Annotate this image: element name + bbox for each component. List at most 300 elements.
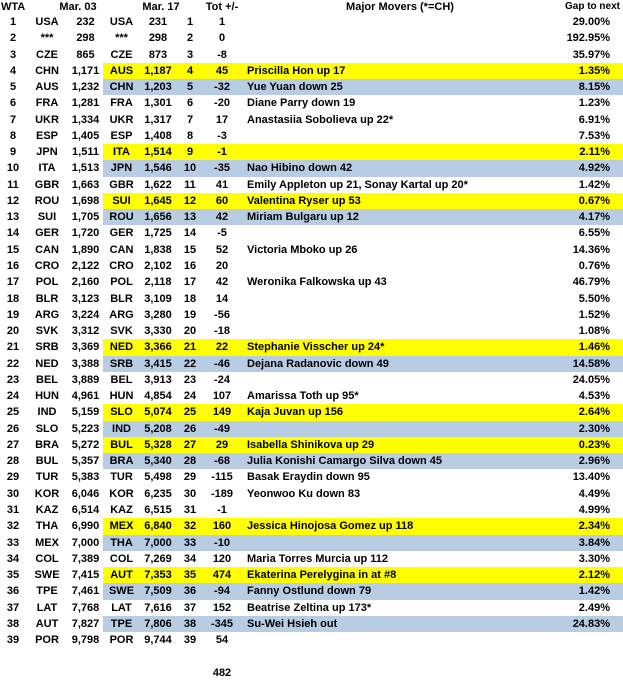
gap-to-next-cell: 1.35%	[540, 63, 623, 79]
mar17-points-cell: 1,645	[140, 193, 176, 209]
tot-rank-cell: 6	[186, 97, 194, 110]
mar03-country-cell: MEX	[35, 536, 59, 549]
mar03-country-cell: BRA	[35, 438, 59, 451]
plus-minus-cell: -49	[204, 421, 240, 437]
rank-cell: 29	[6, 471, 20, 484]
major-mover-cell	[240, 225, 540, 241]
mar03-points-cell: 1,890	[71, 243, 100, 256]
gap-to-next-cell: 4.49%	[578, 487, 610, 500]
header-gap-to-next: Gap to next	[564, 1, 620, 12]
mar17-points-cell: 1,301	[144, 97, 172, 110]
major-mover-cell: Priscilla Hon up 17	[240, 63, 540, 79]
tot-rank-cell: 12	[176, 193, 204, 209]
mar03-country-cell: ARG	[34, 308, 60, 321]
mar17-points-cell: 5,328	[140, 437, 176, 453]
plus-minus-cell: -68	[204, 453, 240, 469]
mar03-points-cell: 3,388	[71, 357, 100, 370]
mar03-country-cell: HUN	[35, 390, 59, 403]
table-row	[0, 372, 623, 388]
major-mover-cell: Ekaterina Perelygina in at #8	[240, 567, 540, 583]
mar17-points-cell: 4,854	[144, 390, 172, 403]
tot-rank-cell: 31	[183, 503, 197, 516]
table-row	[0, 112, 623, 128]
mar03-points-cell: 3,312	[71, 325, 100, 338]
mar03-points-cell: 7,768	[71, 601, 100, 614]
rank-cell: 1	[9, 16, 17, 28]
tot-rank-cell: 39	[183, 634, 197, 647]
mar17-points-cell: 298	[148, 32, 168, 45]
rank-cell: 13	[6, 211, 20, 224]
gap-to-next-cell: 2.11%	[540, 144, 623, 160]
mar03-country-cell: FRA	[35, 97, 59, 110]
mar17-country-cell: COL	[109, 552, 134, 565]
gap-to-next-cell: 2.30%	[540, 421, 623, 437]
mar17-country-cell: BEL	[110, 373, 133, 386]
plus-minus-cell: -8	[217, 48, 227, 61]
tot-rank-cell: 25	[176, 404, 204, 420]
mar17-country-cell: KAZ	[110, 503, 133, 516]
rank-cell: 16	[6, 259, 20, 272]
rank-cell: 28	[6, 455, 20, 468]
major-mover-cell: Maria Torres Murcia up 112	[247, 552, 389, 565]
tot-rank-cell: 7	[186, 113, 194, 126]
mar03-country-cell: POL	[35, 276, 59, 289]
table-row	[0, 600, 623, 616]
major-mover-cell: Miriam Bulgaru up 12	[240, 209, 540, 225]
plus-minus-cell: 22	[204, 339, 240, 355]
table-row	[0, 616, 623, 632]
mar03-country-cell: KAZ	[35, 503, 59, 516]
tot-rank-cell: 22	[176, 356, 204, 372]
tot-rank-cell: 17	[183, 276, 197, 289]
major-mover-cell: Anastasiia Sobolieva up 22*	[247, 113, 394, 126]
table-row	[0, 63, 623, 79]
rank-cell: 27	[6, 438, 20, 451]
gap-to-next-cell: 192.95%	[566, 32, 610, 45]
table-row	[0, 632, 623, 648]
rank-cell: 38	[6, 617, 20, 630]
mar17-country-cell: SWE	[103, 583, 140, 599]
mar03-country-cell: BLR	[35, 292, 59, 305]
mar17-points-cell: 5,208	[140, 421, 176, 437]
table-row	[0, 242, 623, 258]
mar03-country-cell: SVK	[35, 325, 59, 338]
gap-to-next-cell: 8.15%	[540, 79, 623, 95]
mar17-country-cell: CRO	[109, 259, 134, 272]
mar03-country-cell: USA	[35, 16, 59, 28]
mar03-country-cell: TUR	[35, 471, 59, 484]
plus-minus-cell: -1	[204, 144, 240, 160]
gap-to-next-cell: 1.42%	[540, 583, 623, 599]
mar17-country-cell: THA	[103, 535, 140, 551]
gap-to-next-cell: 24.05%	[572, 373, 610, 386]
tot-rank-cell: 1	[186, 16, 194, 28]
gap-to-next-cell: 14.58%	[540, 356, 623, 372]
mar03-points-cell: 2,122	[71, 259, 100, 272]
plus-minus-cell: -3	[217, 129, 227, 142]
mar17-country-cell: GER	[109, 227, 134, 240]
table-row	[0, 469, 623, 485]
gap-to-next-cell: 1.23%	[578, 97, 610, 110]
mar03-points-cell: 4,961	[71, 390, 100, 403]
mar17-points-cell: 5,498	[144, 471, 172, 484]
tot-rank-cell: 13	[176, 209, 204, 225]
rank-cell: 23	[6, 373, 20, 386]
mar17-country-cell: AUS	[103, 63, 140, 79]
major-mover-cell: Victoria Mboko up 26	[247, 243, 358, 256]
plus-minus-cell: 42	[204, 209, 240, 225]
table-row	[0, 307, 623, 323]
rank-cell: 6	[9, 97, 17, 110]
plus-minus-cell: -345	[204, 616, 240, 632]
gap-to-next-cell: 5.50%	[578, 292, 610, 305]
mar17-country-cell: CHN	[103, 79, 140, 95]
major-mover-cell	[240, 258, 540, 274]
gap-to-next-cell: 2.34%	[540, 518, 623, 534]
plus-minus-cell: 41	[215, 178, 229, 191]
mar17-country-cell: JPN	[103, 160, 140, 176]
mar03-country-cell: THA	[35, 520, 59, 533]
mar17-country-cell: IND	[103, 421, 140, 437]
mar17-country-cell: LAT	[111, 601, 132, 614]
tot-rank-cell: 11	[184, 178, 196, 191]
rank-cell: 4	[9, 64, 17, 77]
mar17-points-cell: 3,913	[144, 373, 172, 386]
mar17-country-cell: USA	[109, 16, 134, 28]
tot-rank-cell: 38	[176, 616, 204, 632]
mar17-points-cell: 9,744	[144, 634, 172, 647]
mar17-points-cell: 3,330	[144, 325, 172, 338]
mar03-points-cell: 5,223	[71, 422, 100, 435]
rank-cell: 5	[9, 81, 17, 94]
tot-rank-cell: 36	[176, 583, 204, 599]
table-row	[0, 551, 623, 567]
gap-to-next-cell: 2.12%	[540, 567, 623, 583]
major-mover-cell	[240, 30, 540, 46]
rank-cell: 2	[9, 32, 17, 45]
major-mover-cell: Isabella Shinikova up 29	[240, 437, 540, 453]
plus-minus-cell: -5	[217, 227, 227, 240]
mar03-points-cell: 1,281	[71, 97, 100, 110]
mar17-points-cell: 7,509	[140, 583, 176, 599]
table-row	[0, 356, 623, 372]
tot-rank-cell: 28	[176, 453, 204, 469]
mar17-points-cell: 2,118	[144, 276, 172, 289]
tot-rank-cell: 5	[176, 79, 204, 95]
mar17-country-cell: ROU	[103, 209, 140, 225]
major-mover-cell: Yeonwoo Ku down 83	[247, 487, 361, 500]
gap-to-next-cell: 7.53%	[578, 129, 610, 142]
mar17-country-cell: ESP	[110, 129, 133, 142]
plus-minus-cell: 29	[204, 437, 240, 453]
table-row	[0, 535, 623, 551]
tot-rank-cell: 18	[183, 292, 197, 305]
rank-cell: 10	[6, 162, 20, 175]
table-row	[0, 323, 623, 339]
mar03-country-cell: COL	[35, 552, 59, 565]
gap-to-next-cell: 24.83%	[540, 616, 623, 632]
major-mover-cell	[240, 128, 540, 144]
mar17-points-cell: 7,806	[140, 616, 176, 632]
plus-minus-cell: -10	[204, 535, 240, 551]
table-row	[0, 258, 623, 274]
rank-cell: 22	[6, 357, 20, 370]
plus-minus-cell: -94	[204, 583, 240, 599]
tot-rank-cell: 16	[183, 259, 197, 272]
rank-cell: 15	[6, 243, 20, 256]
mar17-country-cell: POL	[110, 276, 133, 289]
mar03-country-cell: KOR	[34, 487, 60, 500]
mar17-points-cell: 7,616	[144, 601, 172, 614]
gap-to-next-cell: 4.17%	[540, 209, 623, 225]
mar03-country-cell: GBR	[34, 178, 60, 191]
gap-to-next-cell	[540, 632, 623, 648]
mar03-points-cell: 6,514	[71, 503, 100, 516]
rank-cell: 3	[9, 48, 17, 61]
rank-cell: 32	[6, 520, 20, 533]
gap-to-next-cell: 2.64%	[540, 404, 623, 420]
table-row	[0, 486, 623, 502]
table-row	[0, 160, 623, 176]
mar03-points-cell: 1,705	[71, 211, 100, 224]
table-row	[0, 518, 623, 534]
major-mover-cell: Fanny Ostlund down 79	[240, 583, 540, 599]
mar03-points-cell: 6,990	[71, 520, 100, 533]
tot-rank-cell: 32	[176, 518, 204, 534]
major-mover-cell: Julia Konishi Camargo Silva down 45	[240, 453, 540, 469]
plus-minus-cell: -1	[217, 503, 227, 516]
major-mover-cell: Dejana Radanovic down 49	[240, 356, 540, 372]
mar17-country-cell: POR	[109, 634, 134, 647]
plus-minus-cell: 152	[212, 601, 232, 614]
major-mover-cell	[240, 291, 540, 307]
mar03-country-cell: SLO	[35, 422, 59, 435]
tot-rank-cell: 19	[183, 308, 197, 321]
table-row	[0, 47, 623, 63]
mar03-points-cell: 1,698	[71, 194, 100, 207]
tot-rank-cell: 8	[186, 129, 194, 142]
table-row	[0, 502, 623, 518]
mar03-country-cell: BEL	[36, 373, 58, 386]
mar03-country-cell: POR	[35, 634, 59, 647]
mar17-country-cell: KOR	[109, 487, 134, 500]
mar03-country-cell: BUL	[35, 455, 59, 468]
mar03-country-cell: CAN	[35, 243, 59, 256]
plus-minus-cell: 1	[218, 16, 226, 28]
mar03-points-cell: 232	[76, 16, 95, 28]
gap-to-next-cell: 3.84%	[540, 535, 623, 551]
mar17-points-cell: 1,838	[144, 243, 172, 256]
major-mover-cell: Basak Eraydin down 95	[247, 471, 370, 484]
mar03-points-cell: 2,160	[71, 276, 100, 289]
mar03-country-cell: ROU	[34, 194, 60, 207]
major-mover-cell: Valentina Ryser up 53	[240, 193, 540, 209]
rank-cell: 31	[6, 503, 20, 516]
table-row	[0, 30, 623, 46]
mar17-country-cell: ITA	[103, 144, 140, 160]
tot-rank-cell: 21	[176, 339, 204, 355]
mar03-country-cell: AUT	[35, 617, 59, 630]
plus-minus-cell: 45	[204, 63, 240, 79]
mar17-country-cell: SRB	[103, 356, 140, 372]
mar17-points-cell: 1,187	[140, 63, 176, 79]
mar03-country-cell: CRO	[34, 259, 60, 272]
mar17-country-cell: CAN	[109, 243, 134, 256]
gap-to-next-cell: 35.97%	[572, 48, 610, 61]
table-row	[0, 291, 623, 307]
mar03-points-cell: 1,334	[71, 113, 100, 126]
gap-to-next-cell: 1.42%	[578, 178, 610, 191]
mar17-country-cell: UKR	[109, 113, 134, 126]
mar03-country-cell: ESP	[35, 129, 58, 142]
gap-to-next-cell: 46.79%	[572, 276, 610, 289]
major-mover-cell: Emily Appleton up 21, Sonay Kartal up 20*	[247, 178, 468, 191]
mar03-points-cell: 5,357	[71, 455, 100, 468]
mar17-points-cell: 5,074	[140, 404, 176, 420]
mar03-country-cell: GER	[35, 227, 59, 240]
mar17-country-cell: SLO	[103, 404, 140, 420]
mar17-country-cell: MEX	[103, 518, 140, 534]
mar03-points-cell: 7,389	[71, 552, 100, 565]
header-tot-plus-minus: Tot +/-	[205, 1, 239, 13]
tot-rank-cell: 30	[183, 487, 197, 500]
gap-to-next-cell: 0.23%	[540, 437, 623, 453]
rank-cell: 30	[6, 487, 20, 500]
gap-to-next-cell: 6.55%	[578, 227, 610, 240]
major-mover-cell: Yue Yuan down 25	[240, 79, 540, 95]
header-wta: WTA	[1, 1, 26, 13]
table-row	[0, 144, 623, 160]
mar17-points-cell: 231	[148, 16, 168, 28]
gap-to-next-cell: 0.76%	[578, 259, 610, 272]
rank-cell: 18	[6, 292, 20, 305]
plus-minus-total: 482	[212, 667, 232, 679]
mar17-points-cell: 6,235	[144, 487, 172, 500]
table-row	[0, 177, 623, 193]
plus-minus-cell: 0	[218, 32, 226, 45]
mar17-country-cell: SVK	[110, 325, 133, 338]
rank-cell: 9	[9, 146, 17, 159]
rank-cell: 36	[6, 585, 20, 598]
gap-to-next-cell: 4.99%	[578, 503, 610, 516]
plus-minus-cell: 42	[215, 276, 229, 289]
mar03-country-cell: UKR	[35, 113, 59, 126]
mar03-country-cell: NED	[35, 357, 59, 370]
rank-cell: 20	[6, 325, 20, 338]
plus-minus-cell: -32	[204, 79, 240, 95]
major-mover-cell	[240, 323, 540, 339]
plus-minus-cell: 149	[204, 404, 240, 420]
mar03-points-cell: 7,461	[71, 585, 100, 598]
gap-to-next-cell: 29.00%	[572, 16, 610, 28]
rank-cell: 19	[6, 308, 20, 321]
tot-rank-cell: 24	[183, 390, 197, 403]
mar17-points-cell: 1,514	[140, 144, 176, 160]
plus-minus-cell: 160	[204, 518, 240, 534]
major-mover-cell: Stephanie Visscher up 24*	[240, 339, 540, 355]
plus-minus-cell: -189	[210, 487, 234, 500]
rank-cell: 14	[6, 227, 20, 240]
mar17-country-cell: BRA	[103, 453, 140, 469]
mar17-country-cell: CZE	[110, 48, 133, 61]
mar03-points-cell: 865	[76, 48, 95, 61]
mar03-country-cell: CZE	[36, 48, 58, 61]
header-mar03-date: Mar. 03	[59, 1, 97, 13]
gap-to-next-cell: 13.40%	[572, 471, 610, 484]
gap-to-next-cell: 14.36%	[572, 243, 610, 256]
mar17-country-cell: NED	[103, 339, 140, 355]
mar17-points-cell: 1,622	[144, 178, 172, 191]
table-row	[0, 583, 623, 599]
gap-to-next-cell: 1.46%	[540, 339, 623, 355]
gap-to-next-cell: 3.30%	[578, 552, 610, 565]
gap-to-next-cell: 4.53%	[578, 390, 610, 403]
table-row	[0, 14, 623, 30]
tot-rank-cell: 9	[176, 144, 204, 160]
major-mover-cell	[240, 307, 540, 323]
gap-to-next-cell: 4.92%	[540, 160, 623, 176]
mar03-points-cell: 5,272	[71, 438, 100, 451]
rank-cell: 7	[9, 113, 17, 126]
rank-cell: 8	[9, 129, 17, 142]
mar03-country-cell: SRB	[35, 341, 59, 354]
mar03-points-cell: 1,720	[71, 227, 100, 240]
mar17-country-cell: BLR	[110, 292, 133, 305]
mar17-points-cell: 3,280	[144, 308, 172, 321]
ranking-rows	[0, 14, 623, 648]
mar03-country-cell: IND	[37, 406, 57, 419]
rank-cell: 17	[6, 276, 20, 289]
mar03-country-cell: SWE	[34, 569, 60, 582]
tot-rank-cell: 2	[186, 32, 194, 45]
rank-cell: 34	[6, 552, 20, 565]
mar03-points-cell: 3,224	[71, 308, 100, 321]
tot-rank-cell: 27	[176, 437, 204, 453]
major-mover-cell	[240, 14, 540, 30]
mar17-points-cell: 1,656	[140, 209, 176, 225]
mar17-country-cell: ***	[115, 32, 128, 45]
gap-to-next-cell: 1.52%	[578, 308, 610, 321]
mar17-country-cell: HUN	[109, 390, 134, 403]
mar17-country-cell: TUR	[110, 471, 133, 484]
mar03-points-cell: 1,405	[71, 129, 100, 142]
gap-to-next-cell: 2.49%	[578, 601, 610, 614]
major-mover-cell: Kaja Juvan up 156	[240, 404, 540, 420]
major-mover-cell	[240, 632, 540, 648]
mar03-country-cell: ITA	[38, 162, 56, 175]
table-row	[0, 95, 623, 111]
mar03-points-cell: 1,511	[72, 146, 99, 159]
plus-minus-cell: 120	[212, 552, 232, 565]
table-row	[0, 274, 623, 290]
mar17-points-cell: 3,366	[140, 339, 176, 355]
gap-to-next-cell: 1.08%	[578, 325, 610, 338]
mar17-points-cell: 1,408	[144, 129, 172, 142]
mar03-points-cell: 7,000	[71, 536, 100, 549]
mar17-points-cell: 3,415	[140, 356, 176, 372]
table-row	[0, 437, 623, 453]
rank-cell: 11	[7, 178, 19, 191]
plus-minus-cell: -46	[204, 356, 240, 372]
plus-minus-cell: 17	[215, 113, 229, 126]
mar17-country-cell: SUI	[103, 193, 140, 209]
plus-minus-cell: 20	[215, 259, 229, 272]
plus-minus-cell: 60	[204, 193, 240, 209]
major-mover-cell	[240, 144, 540, 160]
tot-rank-cell: 4	[176, 63, 204, 79]
plus-minus-cell: 52	[215, 243, 229, 256]
mar03-points-cell: 298	[76, 32, 95, 45]
